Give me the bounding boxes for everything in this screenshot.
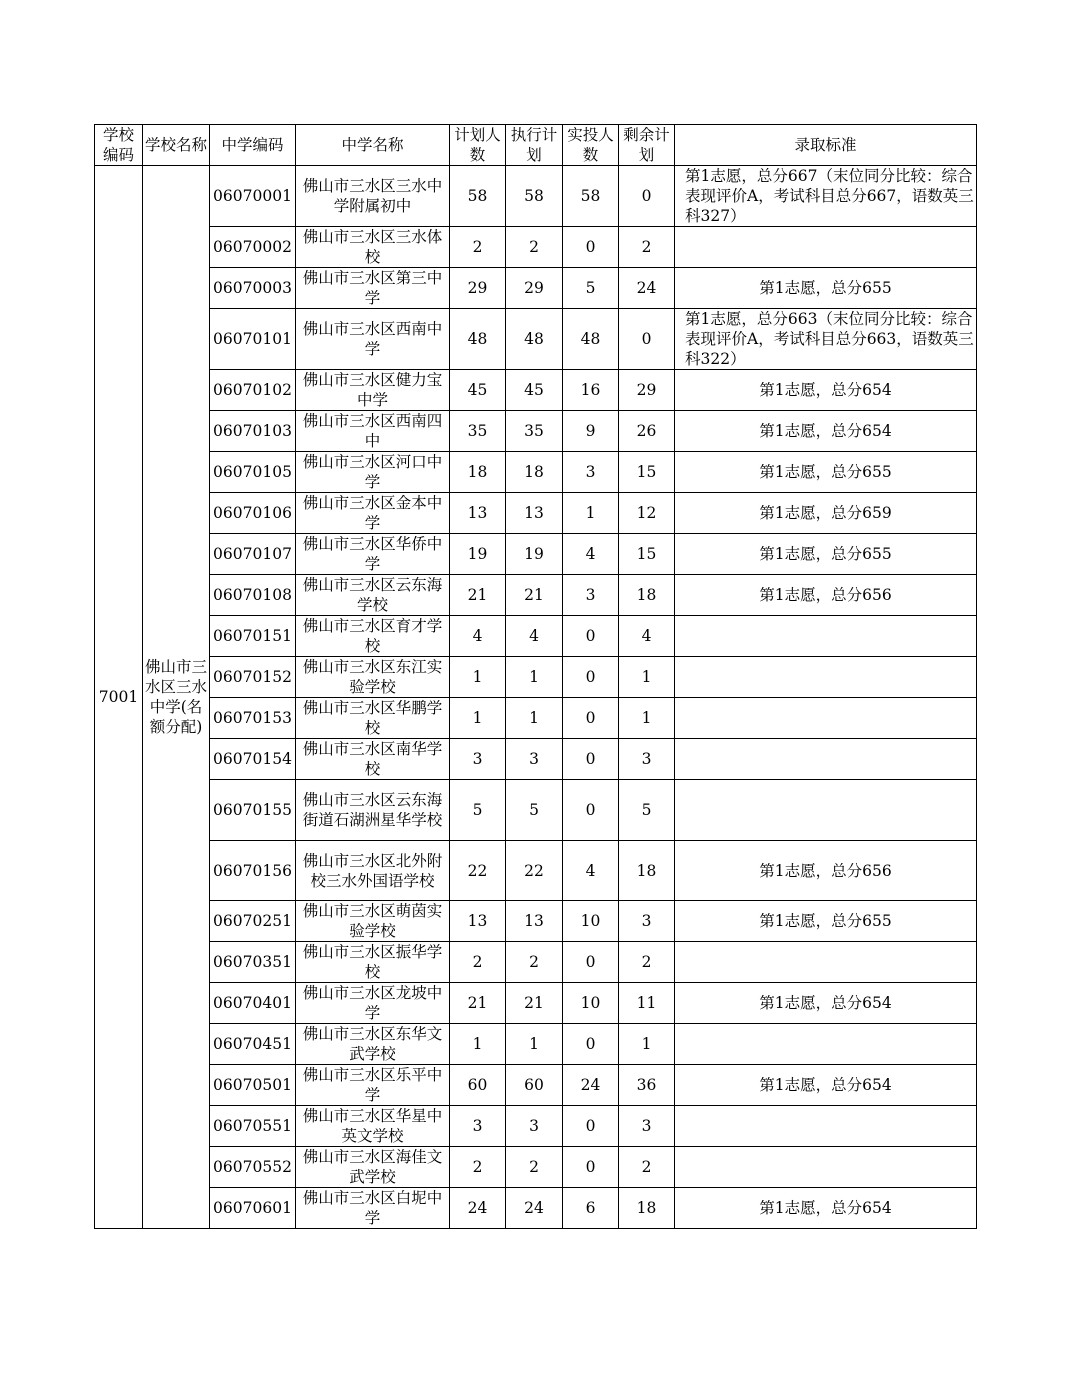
middle-name-cell: 佛山市三水区云东海学校 [296,575,450,616]
criteria-cell [675,698,977,739]
plan-cell: 58 [450,166,506,227]
plan-cell: 13 [450,901,506,942]
remain-cell: 0 [619,166,675,227]
actual-cell: 0 [563,739,619,780]
actual-cell: 24 [563,1065,619,1106]
exec-cell: 3 [506,739,563,780]
exec-cell: 1 [506,698,563,739]
plan-cell: 24 [450,1188,506,1229]
remain-cell: 1 [619,657,675,698]
actual-cell: 5 [563,268,619,309]
remain-cell: 11 [619,983,675,1024]
middle-name-cell: 佛山市三水区南华学校 [296,739,450,780]
table-row [95,901,977,942]
table-row [95,657,977,698]
table-row [95,534,977,575]
plan-cell: 1 [450,1024,506,1065]
table-row [95,942,977,983]
plan-cell: 5 [450,780,506,841]
remain-cell: 18 [619,841,675,901]
criteria-cell [675,942,977,983]
middle-name-cell: 佛山市三水区北外附校三水外国语学校 [296,841,450,901]
actual-cell: 3 [563,575,619,616]
criteria-cell: 第1志愿，总分656 [675,575,977,616]
exec-cell: 2 [506,942,563,983]
header-criteria: 录取标准 [675,125,977,166]
criteria-cell [675,780,977,841]
middle-name-cell: 佛山市三水区华鹏学校 [296,698,450,739]
exec-cell: 60 [506,1065,563,1106]
plan-cell: 45 [450,370,506,411]
plan-cell: 13 [450,493,506,534]
criteria-cell: 第1志愿，总分654 [675,1065,977,1106]
criteria-cell: 第1志愿，总分655 [675,534,977,575]
middle-code-cell: 06070552 [210,1147,296,1188]
criteria-cell [675,1147,977,1188]
middle-name-cell: 佛山市三水区河口中学 [296,452,450,493]
middle-code-cell: 06070106 [210,493,296,534]
actual-cell: 1 [563,493,619,534]
remain-cell: 2 [619,227,675,268]
remain-cell: 3 [619,901,675,942]
remain-cell: 3 [619,1106,675,1147]
middle-code-cell: 06070155 [210,780,296,841]
header-plan: 计划人数 [450,125,506,166]
remain-cell: 29 [619,370,675,411]
exec-cell: 3 [506,1106,563,1147]
middle-name-cell: 佛山市三水区萌茵实验学校 [296,901,450,942]
exec-cell: 13 [506,901,563,942]
middle-name-cell: 佛山市三水区华星中英文学校 [296,1106,450,1147]
actual-cell: 10 [563,901,619,942]
plan-cell: 3 [450,739,506,780]
middle-code-cell: 06070351 [210,942,296,983]
exec-cell: 21 [506,575,563,616]
header-remain: 剩余计划 [619,125,675,166]
criteria-cell [675,1024,977,1065]
middle-code-cell: 06070103 [210,411,296,452]
remain-cell: 18 [619,1188,675,1229]
plan-cell: 4 [450,616,506,657]
plan-cell: 35 [450,411,506,452]
remain-cell: 15 [619,452,675,493]
table-row [95,575,977,616]
remain-cell: 1 [619,1024,675,1065]
criteria-cell: 第1志愿，总分663（末位同分比较：综合表现评价A，考试科目总分663，语数英三科322） [675,309,977,370]
actual-cell: 0 [563,698,619,739]
table-row [95,1065,977,1106]
school-name-cell: 佛山市三水区三水中学(名额分配) [143,166,210,1229]
actual-cell: 0 [563,780,619,841]
table-row [95,841,977,901]
middle-code-cell: 06070401 [210,983,296,1024]
middle-name-cell: 佛山市三水区海佳文武学校 [296,1147,450,1188]
middle-code-cell: 06070108 [210,575,296,616]
actual-cell: 58 [563,166,619,227]
middle-code-cell: 06070156 [210,841,296,901]
table-row [95,739,977,780]
remain-cell: 1 [619,698,675,739]
plan-cell: 21 [450,575,506,616]
table-row [95,983,977,1024]
middle-code-cell: 06070107 [210,534,296,575]
exec-cell: 2 [506,1147,563,1188]
middle-code-cell: 06070102 [210,370,296,411]
actual-cell: 0 [563,942,619,983]
criteria-cell: 第1志愿，总分656 [675,841,977,901]
middle-code-cell: 06070153 [210,698,296,739]
middle-code-cell: 06070003 [210,268,296,309]
plan-cell: 22 [450,841,506,901]
exec-cell: 1 [506,1024,563,1065]
criteria-cell [675,1106,977,1147]
plan-cell: 2 [450,1147,506,1188]
actual-cell: 6 [563,1188,619,1229]
criteria-cell [675,739,977,780]
middle-code-cell: 06070001 [210,166,296,227]
exec-cell: 5 [506,780,563,841]
remain-cell: 2 [619,1147,675,1188]
exec-cell: 2 [506,227,563,268]
actual-cell: 0 [563,1106,619,1147]
middle-name-cell: 佛山市三水区西南四中 [296,411,450,452]
middle-name-cell: 佛山市三水区第三中学 [296,268,450,309]
admission-table [94,124,977,1229]
middle-code-cell: 06070152 [210,657,296,698]
plan-cell: 1 [450,698,506,739]
table-row [95,1188,977,1229]
plan-cell: 21 [450,983,506,1024]
middle-code-cell: 06070251 [210,901,296,942]
middle-name-cell: 佛山市三水区三水体校 [296,227,450,268]
table-row [95,268,977,309]
exec-cell: 45 [506,370,563,411]
plan-cell: 2 [450,942,506,983]
table-row [95,309,977,370]
exec-cell: 13 [506,493,563,534]
actual-cell: 0 [563,1024,619,1065]
header-exec: 执行计划 [506,125,563,166]
table-row [95,1147,977,1188]
middle-name-cell: 佛山市三水区云东海街道石湖洲星华学校 [296,780,450,841]
exec-cell: 58 [506,166,563,227]
plan-cell: 1 [450,657,506,698]
criteria-cell: 第1志愿，总分659 [675,493,977,534]
exec-cell: 18 [506,452,563,493]
criteria-cell: 第1志愿，总分654 [675,1188,977,1229]
plan-cell: 19 [450,534,506,575]
remain-cell: 15 [619,534,675,575]
table-row [95,616,977,657]
table-row [95,452,977,493]
middle-code-cell: 06070002 [210,227,296,268]
middle-code-cell: 06070451 [210,1024,296,1065]
header-actual: 实投人数 [563,125,619,166]
exec-cell: 22 [506,841,563,901]
middle-code-cell: 06070101 [210,309,296,370]
table-row [95,780,977,841]
middle-code-cell: 06070501 [210,1065,296,1106]
remain-cell: 3 [619,739,675,780]
table-row [95,1024,977,1065]
criteria-cell: 第1志愿，总分667（末位同分比较：综合表现评价A，考试科目总分667，语数英三科327） [675,166,977,227]
criteria-cell: 第1志愿，总分655 [675,452,977,493]
middle-code-cell: 06070551 [210,1106,296,1147]
middle-name-cell: 佛山市三水区白坭中学 [296,1188,450,1229]
actual-cell: 10 [563,983,619,1024]
header-row [95,125,977,166]
header-school-code: 学校编码 [95,125,143,166]
table-row [95,411,977,452]
remain-cell: 5 [619,780,675,841]
middle-name-cell: 佛山市三水区健力宝中学 [296,370,450,411]
exec-cell: 21 [506,983,563,1024]
remain-cell: 12 [619,493,675,534]
exec-cell: 48 [506,309,563,370]
exec-cell: 19 [506,534,563,575]
remain-cell: 0 [619,309,675,370]
exec-cell: 4 [506,616,563,657]
middle-name-cell: 佛山市三水区育才学校 [296,616,450,657]
actual-cell: 0 [563,227,619,268]
exec-cell: 24 [506,1188,563,1229]
criteria-cell: 第1志愿，总分655 [675,901,977,942]
middle-name-cell: 佛山市三水区西南中学 [296,309,450,370]
actual-cell: 4 [563,534,619,575]
table-row [95,698,977,739]
middle-name-cell: 佛山市三水区三水中学附属初中 [296,166,450,227]
actual-cell: 4 [563,841,619,901]
actual-cell: 16 [563,370,619,411]
table-row [95,166,977,227]
criteria-cell: 第1志愿，总分654 [675,370,977,411]
middle-name-cell: 佛山市三水区华侨中学 [296,534,450,575]
actual-cell: 3 [563,452,619,493]
middle-name-cell: 佛山市三水区振华学校 [296,942,450,983]
header-middle-name: 中学名称 [296,125,450,166]
middle-name-cell: 佛山市三水区东华文武学校 [296,1024,450,1065]
middle-name-cell: 佛山市三水区乐平中学 [296,1065,450,1106]
middle-name-cell: 佛山市三水区金本中学 [296,493,450,534]
middle-code-cell: 06070151 [210,616,296,657]
plan-cell: 2 [450,227,506,268]
criteria-cell: 第1志愿，总分654 [675,983,977,1024]
table-row [95,1106,977,1147]
actual-cell: 0 [563,616,619,657]
remain-cell: 18 [619,575,675,616]
header-middle-code: 中学编码 [210,125,296,166]
plan-cell: 18 [450,452,506,493]
table-row [95,493,977,534]
remain-cell: 26 [619,411,675,452]
table-row [95,370,977,411]
middle-name-cell: 佛山市三水区龙坡中学 [296,983,450,1024]
middle-name-cell: 佛山市三水区东江实验学校 [296,657,450,698]
actual-cell: 0 [563,1147,619,1188]
criteria-cell [675,616,977,657]
remain-cell: 36 [619,1065,675,1106]
remain-cell: 4 [619,616,675,657]
remain-cell: 24 [619,268,675,309]
exec-cell: 35 [506,411,563,452]
remain-cell: 2 [619,942,675,983]
criteria-cell: 第1志愿，总分654 [675,411,977,452]
criteria-cell: 第1志愿，总分655 [675,268,977,309]
actual-cell: 0 [563,657,619,698]
school-code-cell: 7001 [95,166,143,1229]
table-row [95,227,977,268]
plan-cell: 60 [450,1065,506,1106]
plan-cell: 3 [450,1106,506,1147]
actual-cell: 48 [563,309,619,370]
plan-cell: 48 [450,309,506,370]
plan-cell: 29 [450,268,506,309]
middle-code-cell: 06070105 [210,452,296,493]
middle-code-cell: 06070154 [210,739,296,780]
header-school-name: 学校名称 [143,125,210,166]
exec-cell: 1 [506,657,563,698]
criteria-cell [675,227,977,268]
actual-cell: 9 [563,411,619,452]
middle-code-cell: 06070601 [210,1188,296,1229]
table-body [95,166,977,1229]
exec-cell: 29 [506,268,563,309]
criteria-cell [675,657,977,698]
